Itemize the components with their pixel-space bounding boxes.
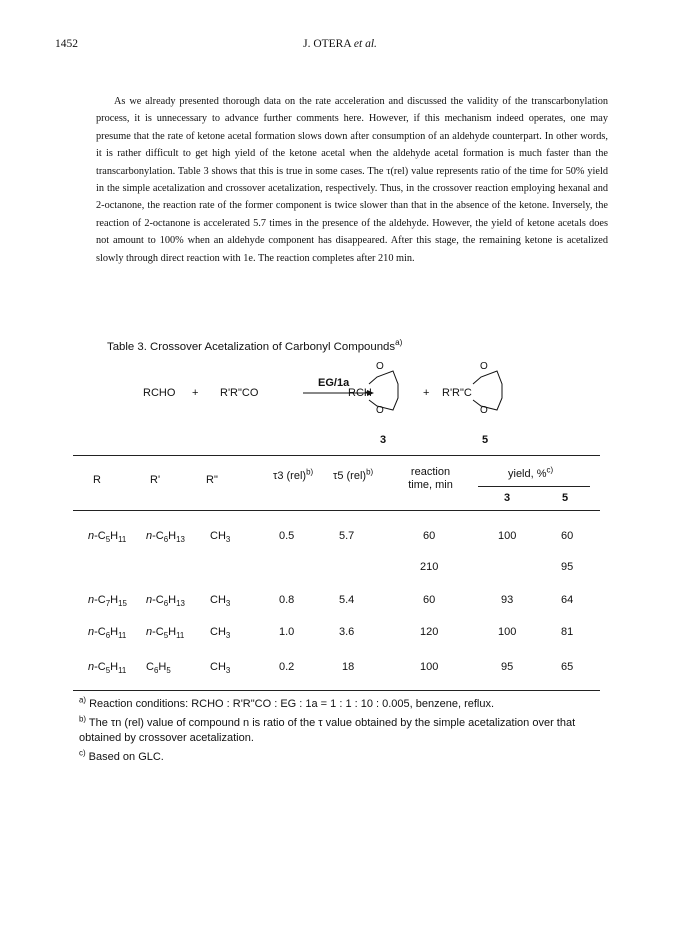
row5-tau3: 0.2 bbox=[279, 661, 295, 673]
col-header-tau5-note: b) bbox=[366, 467, 374, 477]
footnote-a bbox=[79, 697, 599, 712]
row3-time: 60 bbox=[423, 594, 436, 606]
table-caption-note: a) bbox=[395, 338, 403, 348]
table-top-rule bbox=[73, 455, 600, 456]
running-head-author: J. OTERA bbox=[303, 38, 352, 50]
table-caption bbox=[107, 338, 403, 353]
col-header-time-line1: reaction bbox=[410, 466, 451, 478]
col-header-yield-5: 5 bbox=[562, 492, 569, 504]
col-header-yield-label: yield, % bbox=[508, 468, 547, 480]
row4-yield5: 81 bbox=[561, 626, 574, 638]
footnote-b-text: The τn (rel) value of compound n is ratio of the τ value obtained by the simple acetalization over that obtained by crossover acetalization. bbox=[79, 717, 576, 744]
row3-r2: $CH_3$ bbox=[210, 594, 231, 609]
row4-time: 120 bbox=[420, 626, 439, 638]
col-header-yield-3: 3 bbox=[504, 492, 511, 504]
row5-r2: $CH_3$ bbox=[210, 661, 231, 676]
reaction-scheme bbox=[140, 360, 520, 470]
footnote-a-text: Reaction conditions: RCHO : R'R"CO : EG : 1a = 1 : 1 : 10 : 0.005, benzene, reflux. bbox=[89, 698, 495, 710]
row1-time: 60 bbox=[423, 530, 436, 542]
table-bottom-rule bbox=[73, 690, 600, 691]
row1-yield5: 60 bbox=[561, 530, 574, 542]
row1-yield3: 100 bbox=[498, 530, 517, 542]
footnote-b bbox=[79, 716, 599, 746]
running-head-etal: et al. bbox=[353, 38, 377, 50]
ring1-oxygen-top: O bbox=[376, 361, 384, 372]
col-header-yield bbox=[508, 465, 554, 480]
plus-sign-1: + bbox=[192, 387, 199, 399]
row5-tau5: 18 bbox=[342, 661, 355, 673]
col-header-tau3-label: τ3 (rel) bbox=[273, 470, 307, 482]
page-number: 1452 bbox=[55, 38, 78, 50]
row1-tau3: 0.5 bbox=[279, 530, 295, 542]
row3-r1: $n-C_6H_{13}$ bbox=[146, 594, 185, 609]
col-header-r2: R" bbox=[206, 474, 218, 486]
row1-r: $n-C_5H_{11}$ bbox=[88, 530, 127, 545]
col-header-tau3 bbox=[273, 467, 314, 482]
row4-r1: $n-C_5H_{11}$ bbox=[146, 626, 185, 641]
footnote-c bbox=[79, 750, 599, 765]
row4-tau3: 1.0 bbox=[279, 626, 295, 638]
col-header-r: R bbox=[93, 474, 101, 486]
row3-yield3: 93 bbox=[501, 594, 514, 606]
product-number-5: 5 bbox=[482, 434, 489, 446]
table-header-rule bbox=[73, 510, 600, 511]
row4-r: $n-C_6H_{11}$ bbox=[88, 626, 127, 641]
col-header-tau3-note: b) bbox=[306, 467, 314, 477]
row1-r2: $CH_3$ bbox=[210, 530, 231, 545]
row3-yield5: 64 bbox=[561, 594, 574, 606]
row2-time: 210 bbox=[420, 561, 439, 573]
ring1-oxygen-bottom: O bbox=[376, 405, 384, 416]
row1-tau5: 5.7 bbox=[339, 530, 355, 542]
col-header-yield-note: c) bbox=[546, 465, 554, 475]
row5-yield3: 95 bbox=[501, 661, 514, 673]
reactant-aldehyde: RCHO bbox=[143, 387, 176, 399]
col-header-tau5-label: τ5 (rel) bbox=[333, 470, 367, 482]
yield-header-rule bbox=[478, 486, 590, 487]
row2-yield5: 95 bbox=[561, 561, 574, 573]
table-caption-text: Table 3. Crossover Acetalization of Carbonyl Compounds bbox=[107, 341, 396, 353]
row5-r1: $C_6H_5$ bbox=[146, 661, 171, 676]
col-header-reaction-time bbox=[393, 466, 468, 492]
row4-yield3: 100 bbox=[498, 626, 517, 638]
product-number-3: 3 bbox=[380, 434, 387, 446]
row3-r: $n-C_7H_{15}$ bbox=[88, 594, 127, 609]
col-header-time-line2: time, min bbox=[408, 479, 453, 491]
row1-r1: $n-C_6H_{13}$ bbox=[146, 530, 185, 545]
row5-yield5: 65 bbox=[561, 661, 574, 673]
footnote-b-mark: b) bbox=[79, 714, 87, 724]
col-header-r1: R' bbox=[150, 474, 161, 486]
product-ketone-acetal: R'R"C bbox=[442, 387, 472, 399]
ring2-oxygen-top: O bbox=[480, 361, 488, 372]
product-aldehyde-acetal: RCH bbox=[348, 387, 372, 399]
row4-r2: $CH_3$ bbox=[210, 626, 231, 641]
reaction-conditions: EG/1a bbox=[318, 377, 350, 389]
body-paragraph: As we already presented thorough data on the rate acceleration and discussed the validity of the transcarbonylation process, it is unnecessary to advance further comments here. However, if this mechanism indeed operates, one may presume that the rate of ketone acetal formation slows down after consumption of an aldehyde counterpart. In other words, it is rather difficult to get high yield of the ketone acetal when the aldehyde acetal formation is much faster than the transcarbonylation. Table 3 shows that this is true in some cases. The τ(rel) value represents ratio of the time for 50% yield in the simple acetalization and crossover acetalization, respectively. Thus, in the crossover reaction employing hexanal and 2-octanone, the reaction rate of the former component is twice slower than that in the absence of the ketone. Inversely, the reaction of 2-octanone is accelerated 5.7 times in the presence of the aldehyde. However, the yield of ketone acetals does not amount to 100% when an aldehyde component has disappeared. After this stage, the remaining ketone is acetalized slowly through direct reaction with 1e. The reaction completes after 210 min. bbox=[96, 96, 608, 264]
reactant-ketone: R'R"CO bbox=[220, 387, 259, 399]
running-head bbox=[55, 38, 625, 50]
col-header-tau5 bbox=[333, 467, 374, 482]
footnote-a-mark: a) bbox=[79, 695, 87, 705]
footnote-c-text: Based on GLC. bbox=[88, 751, 164, 763]
row3-tau5: 5.4 bbox=[339, 594, 355, 606]
ring2-oxygen-bottom: O bbox=[480, 405, 488, 416]
row5-time: 100 bbox=[420, 661, 439, 673]
footnote-c-mark: c) bbox=[79, 748, 86, 758]
page-header bbox=[55, 38, 625, 56]
row4-tau5: 3.6 bbox=[339, 626, 355, 638]
row5-r: $n-C_5H_{11}$ bbox=[88, 661, 127, 676]
row3-tau3: 0.8 bbox=[279, 594, 295, 606]
plus-sign-2: + bbox=[423, 387, 430, 399]
